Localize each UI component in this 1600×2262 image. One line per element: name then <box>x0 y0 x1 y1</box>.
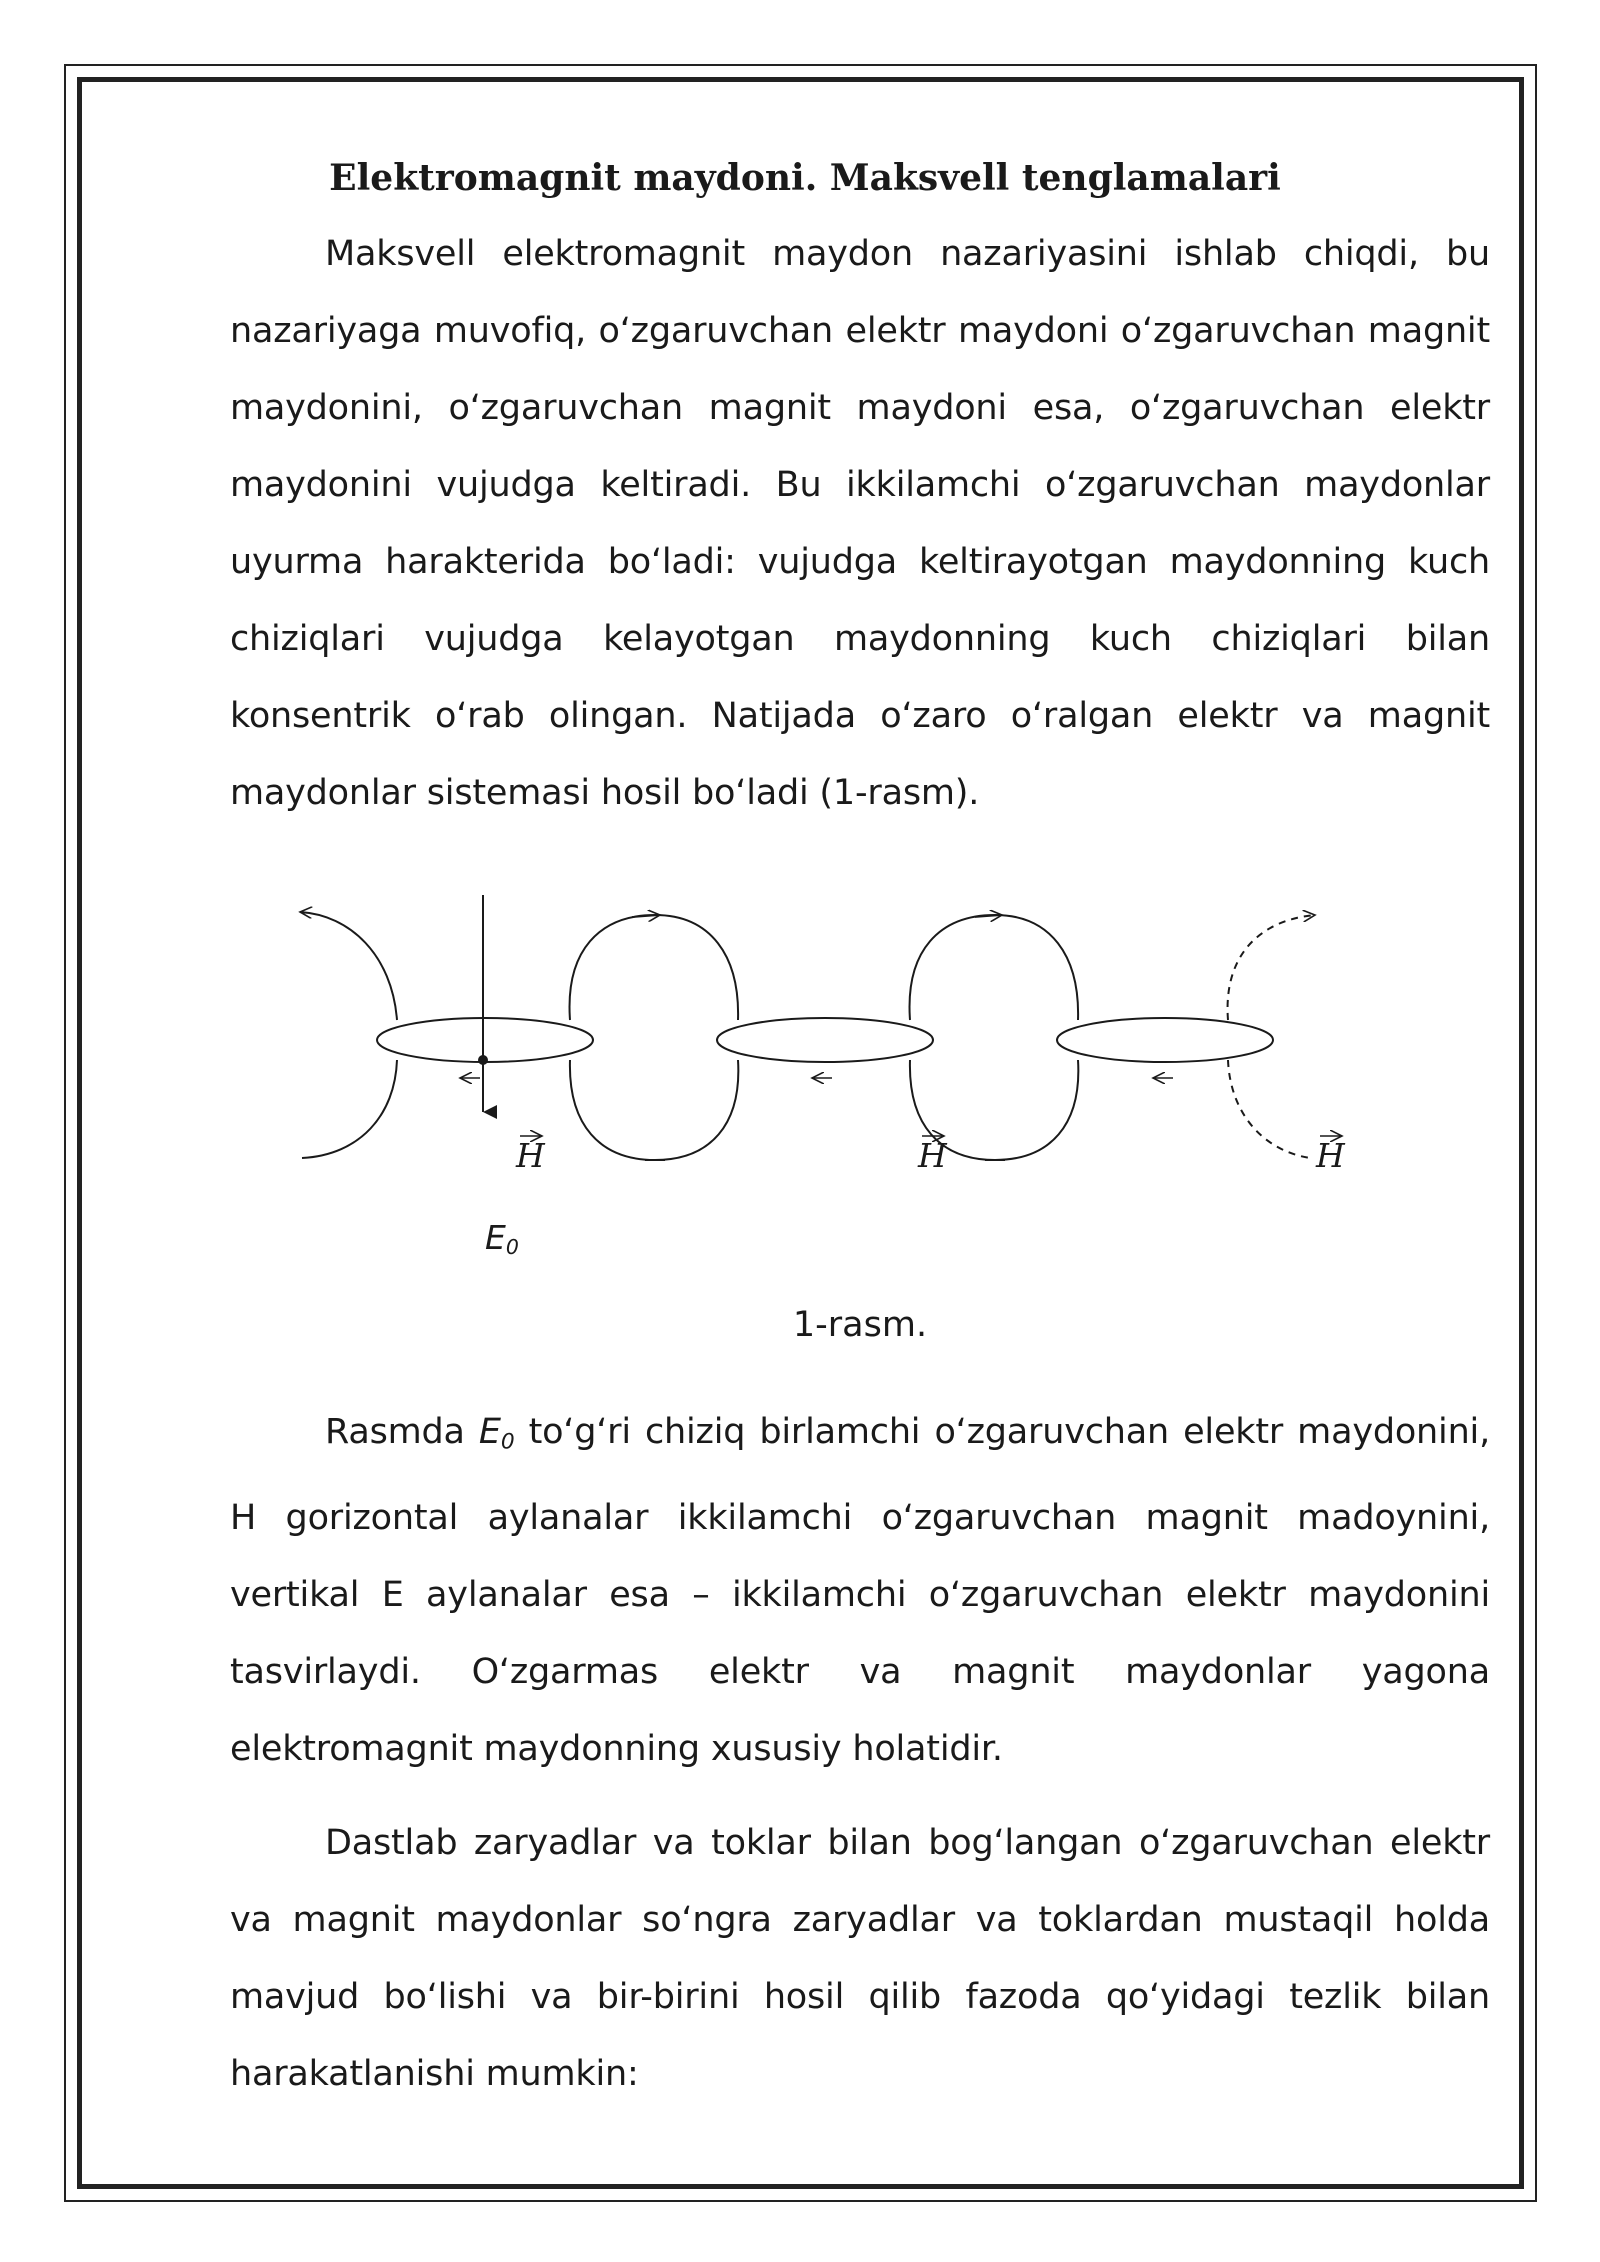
paragraph2-e-subscript: 0 <box>500 1429 515 1455</box>
h-loop-3 <box>1057 1018 1273 1062</box>
e-loop-2-upper <box>570 915 739 1020</box>
h-vector-label-2: H <box>918 1136 947 1175</box>
h-vector-label-3: H <box>1316 1136 1345 1175</box>
e-loop-left-upper <box>300 912 397 1020</box>
page-title: Elektromagnit maydoni. Maksvell tenglamalari <box>329 157 1281 199</box>
paragraph2-after: to‘g‘ri chiziq birlamchi o‘zgaruvchan elektr maydonini, H gorizontal aylanalar ikkilamchi o‘zgaruvchan magnit madoynini, vertikal E aylanalar esa – ikkilamchi o‘zgaruvchan elektr maydonini tasvirlaydi. O‘zgarmas elektr va magnit maydonlar yagona elektromagnit maydonning xususiy holatidir. <box>230 1412 1490 1770</box>
figure-caption: 1-rasm. <box>792 1305 928 1345</box>
paragraph-propagation: Dastlab zaryadlar va toklar bilan bog‘langan o‘zgaruvchan elektr va magnit maydonlar so‘ngra zaryadlar va toklardan mustaqil holda mavjud bo‘lishi va bir-birini hosil qilib fazoda qo‘yidagi tezlik bilan harakatlanishi mumkin: <box>230 1823 1490 2094</box>
e0-label <box>485 1218 519 1259</box>
e-loop-3-upper <box>910 915 1079 1020</box>
paragraph2-before: Rasmda <box>325 1412 479 1452</box>
h-loop-2 <box>717 1018 933 1062</box>
paragraph-figure-explanation <box>230 1394 1490 1788</box>
e-loop-right-dashed-upper <box>1228 915 1315 1020</box>
h-vector-label-1: H <box>516 1136 545 1175</box>
e-loop-2-lower <box>570 1060 738 1160</box>
e-loop-left-lower <box>302 1060 397 1158</box>
e-loop-2-arrow <box>632 915 660 917</box>
em-field-diagram <box>280 860 1430 1290</box>
figure-em-field-diagram <box>280 860 1430 1290</box>
e0-symbol: E <box>485 1218 506 1257</box>
h-loop-1 <box>377 1018 593 1062</box>
e0-dot <box>478 1055 488 1065</box>
e-loop-right-dashed-lower <box>1228 1060 1310 1158</box>
paragraph2-e-symbol: E <box>478 1412 501 1452</box>
paragraph-intro: Maksvell elektromagnit maydon nazariyasini ishlab chiqdi, bu nazariyaga muvofiq, o‘zgaruvchan elektr maydoni o‘zgaruvchan magnit maydonini, o‘zgaruvchan magnit maydoni esa, o‘zgaruvchan elektr maydonini vujudga keltiradi. Bu ikkilamchi o‘zgaruvchan maydonlar uyurma harakterida bo‘ladi: vujudga keltirayotgan maydonning kuch chiziqlari vujudga kelayotgan maydonning kuch chiziqlari bilan konsentrik o‘rab olingan. Natijada o‘zaro o‘ralgan elektr va magnit maydonlar sistemasi hosil bo‘ladi (1-rasm). <box>230 234 1490 813</box>
e0-subscript: 0 <box>505 1235 519 1260</box>
